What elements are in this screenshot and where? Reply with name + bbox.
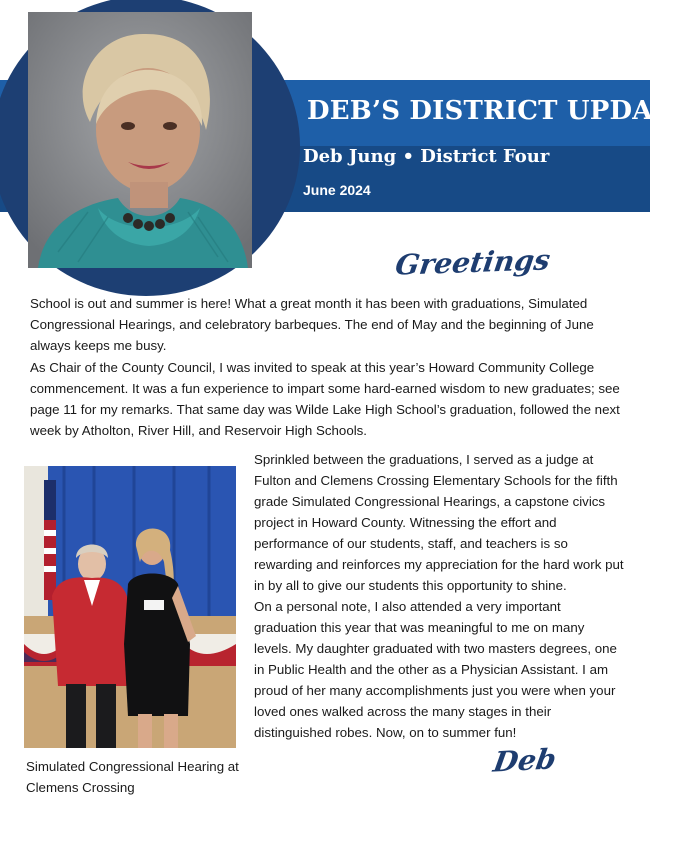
photo-caption: Simulated Congressional Hearing at Clemens Crossing [26,759,239,795]
issue-date: June 2024 [303,182,371,198]
portrait-illustration [28,12,252,268]
signature: Deb [491,742,559,779]
newsletter-title: DEB’S DISTRICT UPDATE [307,96,691,126]
paragraph-personal: On a personal note, I also attended a very important graduation this year that was meaningful to me on many levels. My daughter graduated with two masters degrees, one in Public Health and the other as a Physician Assistant. I am proud of her many accomplishments just you were when your loved ones walked across the many stages in their distinguished robes. Now, on to summer fun! [254,599,617,740]
portrait-frame [0,0,300,296]
author-district: Deb Jung • District Four [303,146,550,167]
greeting-heading: Greetings [393,243,553,282]
event-photo [24,466,236,748]
paragraph-commencement: As Chair of the County Council, I was invited to speak at this year’s Howard Community College commencement. It was a fun experience to impart some hard-earned wisdom to new graduates; see page 11 for my remarks. That same day was Wilde Lake High School’s graduation, followed the next week by Atholton, River Hill, and Reservoir High Schools. [30,360,620,438]
paragraph-intro: School is out and summer is here! What a great month it has been with graduations, Simulated Congressional Hearings, and celebratory barbeques. The end of May and the beginning of June always keeps me busy. [30,296,594,353]
event-photo-illustration [24,466,236,748]
portrait-photo [28,12,252,268]
paragraph-hearings: Sprinkled between the graduations, I served as a judge at Fulton and Clemens Crossing Elementary Schools for the fifth grade Simulated Congressional Hearings, a capstone civics project in Howard County. Witnessing the effort and performance of our students, staff, and teachers is so rewarding and reinforces my appreciation for the hard work put in by all to give our students this opportunity to shine. [254,452,624,593]
